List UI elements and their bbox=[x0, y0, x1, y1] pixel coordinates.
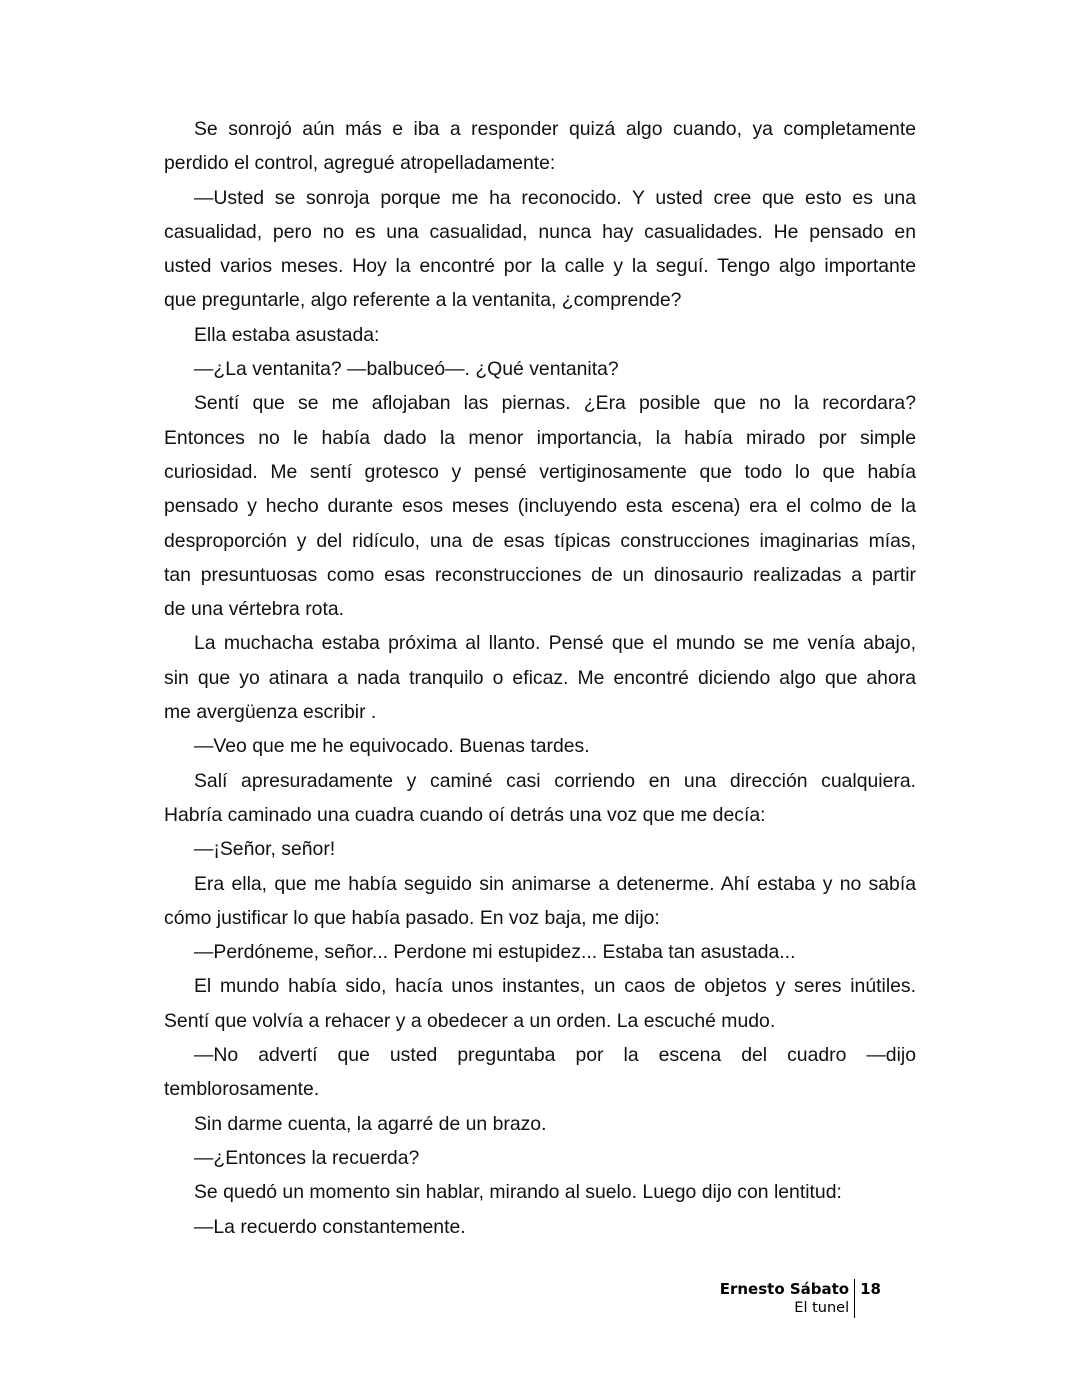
text-line: perdido el control, agregué atropelladamente: bbox=[164, 152, 556, 175]
footer-attribution bbox=[720, 1279, 855, 1318]
text-line: temblorosamente. bbox=[164, 1078, 320, 1101]
text-line: —¿La ventanita? —balbuceó—. ¿Qué ventanita? bbox=[194, 358, 619, 381]
text-line: Salí apresuradamente y caminé casi corriendo en una dirección cualquiera. bbox=[194, 769, 916, 792]
page-footer bbox=[720, 1279, 881, 1318]
text-line: desproporción y del ridículo, una de esas típicas construcciones imaginarias mías, bbox=[164, 529, 916, 552]
book-title: El tunel bbox=[794, 1300, 850, 1316]
text-line: Entonces no le había dado la menor importancia, la había mirado por simple bbox=[164, 426, 916, 449]
author-name: Ernesto Sábato bbox=[719, 1280, 850, 1298]
text-line: curiosidad. Me sentí grotesco y pensé vertiginosamente que todo lo que había bbox=[164, 460, 916, 483]
text-line: —Veo que me he equivocado. Buenas tardes. bbox=[194, 735, 590, 758]
text-line: El mundo había sido, hacía unos instantes, un caos de objetos y seres inútiles. bbox=[194, 975, 916, 998]
text-line: cómo justificar lo que había pasado. En voz baja, me dijo: bbox=[164, 906, 660, 929]
text-line: La muchacha estaba próxima al llanto. Pensé que el mundo se me venía abajo, bbox=[194, 632, 916, 655]
text-line: Sentí que se me aflojaban las piernas. ¿Era posible que no la recordara? bbox=[194, 392, 916, 415]
text-line: pensado y hecho durante esos meses (incluyendo esta escena) era el colmo de la bbox=[164, 495, 916, 518]
text-line: —Usted se sonroja porque me ha reconocido. Y usted cree que esto es una bbox=[194, 186, 916, 209]
text-line: —Perdóneme, señor... Perdone mi estupidez... Estaba tan asustada... bbox=[194, 941, 796, 964]
text-line: Sin darme cuenta, la agarré de un brazo. bbox=[194, 1112, 547, 1135]
text-line: me avergüenza escribir . bbox=[164, 701, 377, 724]
text-line: de una vértebra rota. bbox=[164, 598, 345, 621]
text-line: casualidad, pero no es una casualidad, nunca hay casualidades. He pensado en bbox=[164, 220, 916, 243]
text-line: usted varios meses. Hoy la encontré por la calle y la seguí. Tengo algo importante bbox=[164, 255, 916, 278]
text-line: Ella estaba asustada: bbox=[194, 323, 380, 346]
text-line: sin que yo atinara a nada tranquilo o eficaz. Me encontré diciendo algo que ahora bbox=[164, 666, 916, 689]
text-line: —¡Señor, señor! bbox=[194, 838, 336, 861]
text-line: —No advertí que usted preguntaba por la escena del cuadro —dijo bbox=[194, 1044, 916, 1067]
text-line: Se sonrojó aún más e iba a responder quizá algo cuando, ya completamente bbox=[194, 118, 916, 140]
text-line: Era ella, que me había seguido sin animarse a detenerme. Ahí estaba y no sabía bbox=[194, 872, 916, 895]
text-line: Habría caminado una cuadra cuando oí detrás una voz que me decía: bbox=[164, 803, 766, 826]
text-line: tan presuntuosas como esas reconstrucciones de un dinosaurio realizadas a partir bbox=[164, 563, 916, 586]
text-line: Sentí que volvía a rehacer y a obedecer a un orden. La escuché mudo. bbox=[164, 1009, 776, 1032]
body-text bbox=[164, 112, 916, 1244]
text-line: que preguntarle, algo referente a la ventanita, ¿comprende? bbox=[164, 289, 682, 312]
page-number: 18 bbox=[860, 1280, 881, 1298]
text-line: Se quedó un momento sin hablar, mirando al suelo. Luego dijo con lentitud: bbox=[194, 1181, 842, 1204]
text-line: —¿Entonces la recuerda? bbox=[194, 1146, 420, 1169]
text-line: —La recuerdo constantemente. bbox=[194, 1215, 466, 1238]
